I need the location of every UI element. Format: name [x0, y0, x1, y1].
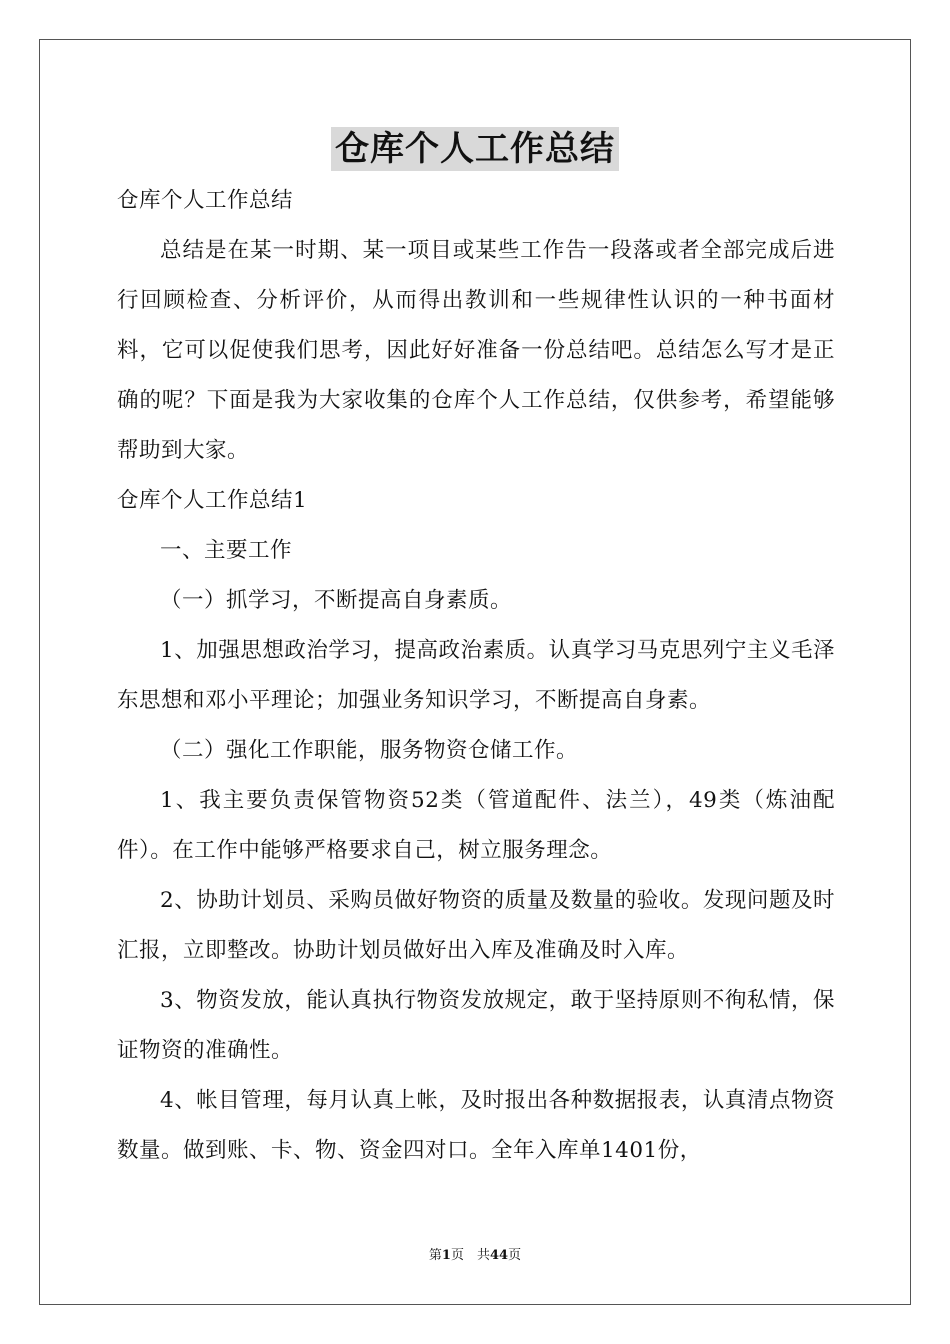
footer-prefix: 第	[428, 1248, 442, 1263]
paragraph-item-1: 1、我主要负责保管物资52类（管道配件、法兰），49类（炼油配件）。在工作中能够严格要求自己，树立服务理念。	[117, 788, 835, 863]
sub-heading-2: （二）强化工作职能，服务物资仓储工作。	[160, 738, 579, 763]
document-title-wrap	[0, 127, 950, 171]
paragraph-item-3: 3、物资发放，能认真执行物资发放规定，敢于坚持原则不徇私情，保证物资的准确性。	[117, 988, 835, 1063]
intro-paragraph: 总结是在某一时期、某一项目或某些工作告一段落或者全部完成后进行回顾检查、分析评价，从而得出教训和一些规律性认识的一种书面材料，它可以促使我们思考，因此好好准备一份总结吧。总结怎么写才是正确的呢？下面是我为大家收集的仓库个人工作总结，仅供参考，希望能够帮助到大家。	[117, 238, 835, 463]
paragraph-item-2: 2、协助计划员、采购员做好物资的质量及数量的验收。发现问题及时汇报，立即整改。协助计划员做好出入库及准确及时入库。	[117, 888, 835, 963]
footer-suffix: 页	[508, 1248, 522, 1263]
sub-heading-1: （一）抓学习，不断提高自身素质。	[160, 588, 513, 613]
document-body	[117, 176, 835, 1176]
paragraph-item-4: 4、帐目管理，每月认真上帐，及时报出各种数据报表，认真清点物资数量。做到账、卡、物、资金四对口。全年入库单1401份，	[117, 1088, 835, 1163]
document-subtitle: 仓库个人工作总结	[117, 188, 294, 213]
footer-page-current: 1	[441, 1248, 451, 1263]
main-heading: 一、主要工作	[160, 538, 293, 563]
footer-mid: 页 共	[450, 1248, 490, 1263]
page-footer	[0, 1246, 950, 1266]
paragraph-study: 1、加强思想政治学习，提高政治素质。认真学习马克思列宁主义毛泽东思想和邓小平理论；加强业务知识学习，不断提高自身素。	[117, 638, 835, 713]
footer-page-total: 44	[489, 1248, 509, 1263]
document-title: 仓库个人工作总结	[331, 127, 619, 171]
section-heading: 仓库个人工作总结1	[117, 488, 308, 513]
